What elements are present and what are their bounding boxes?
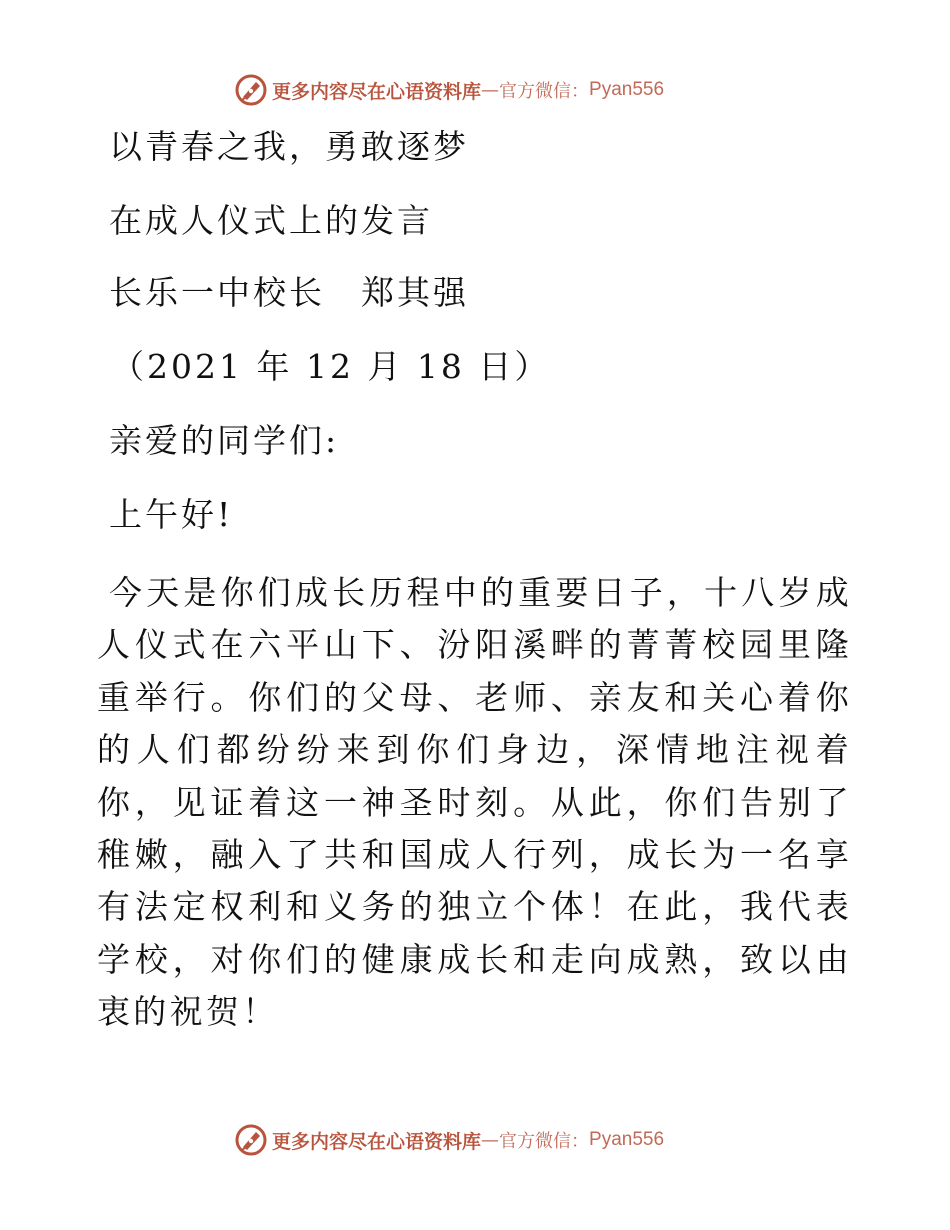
watermark-official-label: 官方微信： <box>499 1131 590 1152</box>
pen-nib-logo-icon <box>234 1123 268 1157</box>
pen-nib-logo-icon <box>234 73 268 107</box>
footer-watermark <box>234 1123 664 1157</box>
watermark-official-label: 官方微信： <box>499 81 590 102</box>
document-paragraph: 今天是你们成长历程中的重要日子，十八岁成人仪式在六平山下、汾阳溪畔的菁菁校园里隆重举行。你们的父母、老师、亲友和关心着你的人们都纷纷来到你们身边，深情地注视着你，见证着这一神圣时刻。从此，你们告别了稚嫩，融入了共和国成人行列，成长为一名享有法定权利和义务的独立个体！在此，我代表学校，对你们的健康成长和走向成熟，致以由衷的祝贺！ <box>97 573 852 1032</box>
watermark-separator: — <box>481 1129 500 1151</box>
document-date: （2021 年 12 月 18 日） <box>111 347 551 386</box>
document-salutation: 亲爱的同学们: <box>109 421 340 460</box>
header-watermark <box>234 73 664 107</box>
watermark-wechat-id: Pyan556 <box>589 1129 665 1150</box>
document-author: 长乐一中校长 郑其强 <box>109 273 469 312</box>
watermark-separator: — <box>481 79 500 101</box>
document-subtitle: 在成人仪式上的发言 <box>109 201 433 240</box>
document-greeting: 上午好! <box>109 495 234 534</box>
watermark-wechat-id: Pyan556 <box>589 79 665 100</box>
watermark-main-text: 更多内容尽在心语资料库 <box>272 80 482 103</box>
watermark-main-text: 更多内容尽在心语资料库 <box>272 1130 482 1153</box>
document-title: 以青春之我，勇敢逐梦 <box>109 127 469 166</box>
